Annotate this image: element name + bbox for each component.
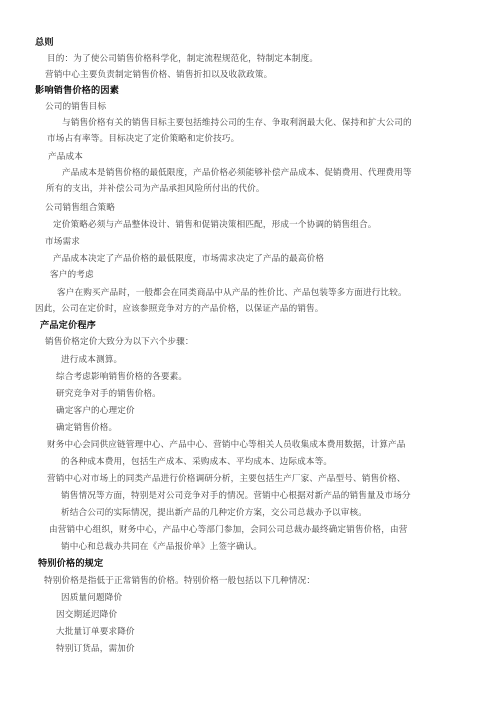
paragraph-line: 销售价格定价大致分为以下六个步骤： <box>45 337 194 347</box>
paragraph-line: 因此，公司在定价时，应该参照竞争对方的产品价格，以保证产品的销售。 <box>35 304 324 314</box>
paragraph-line: 销售情况等方面，特别是对公司竞争对手的情况。营销中心根据对新产品的销售量及市场分 <box>61 491 411 501</box>
step-item: 研究竞争对手的销售价格。 <box>56 389 161 399</box>
section-heading-general: 总则 <box>35 37 54 48</box>
paragraph-line: 产品成本决定了产品价格的最低限度，市场需求决定了产品的最高价格 <box>53 254 325 264</box>
step-item: 综合考虑影响销售价格的各要素。 <box>56 372 188 382</box>
paragraph-line: 的各种成本费用，包括生产成本、采购成本、平均成本、边际成本等。 <box>61 457 333 467</box>
paragraph-line: 客户在购买产品时，一般都会在同类商品中从产品的性价比、产品包装等多方面进行比较。 <box>57 288 407 298</box>
paragraph-line: 产品成本是销售价格的最低限度，产品价格必须能够补偿产品成本、促销费用、代理费用等 <box>62 168 412 178</box>
paragraph-line: 市场占有率等。目标决定了定价策略和定价技巧。 <box>47 134 240 144</box>
paragraph-line: 营销中心对市场上的同类产品进行价格调研分析，主要包括生产厂家、产品型号、销售价格、 <box>47 474 406 484</box>
step-item: 确定客户的心理定价 <box>56 406 135 416</box>
list-item: 特别订货品，需加价 <box>56 644 135 654</box>
section-heading-factors: 影响销售价格的因素 <box>35 85 120 96</box>
section-heading-special-price: 特别价格的规定 <box>38 558 104 569</box>
subheading-line: 产品成本 <box>48 152 83 162</box>
subheading-line: 公司销售组合策略 <box>45 203 115 213</box>
paragraph-line: 特别价格是指低于正常销售的价格。特别价格一般包括以下几种情况： <box>44 576 316 586</box>
paragraph-line: 销中心和总裁办共同在《产品报价单》上签字确认。 <box>61 542 263 552</box>
list-item: 因质量问题降价 <box>61 593 123 603</box>
subheading-line: 客户的考虑 <box>50 270 94 280</box>
subheading-line: 公司的销售目标 <box>45 102 107 112</box>
paragraph-line: 财务中心会同供应链管理中心、产品中心、营销中心等相关人员收集成本费用数据，计算产品 <box>47 440 406 450</box>
step-item: 确定销售价格。 <box>56 423 118 433</box>
step-item: 进行成本测算。 <box>61 355 123 365</box>
subheading-line: 市场需求 <box>45 237 80 247</box>
paragraph-line: 析结合公司的实际情况，提出新产品的几种定价方案，交公司总裁办予以审核。 <box>61 508 368 518</box>
paragraph-line: 所有的支出，并补偿公司为产品承担风险所付出的代价。 <box>46 184 265 194</box>
paragraph-line: 与销售价格有关的销售目标主要包括维持公司的生存、争取利润最大化、保持和扩大公司的 <box>62 118 412 128</box>
list-item: 大批量订单要求降价 <box>56 627 135 637</box>
paragraph-line: 由营销中心组织，财务中心，产品中心等部门参加，会同公司总裁办最终确定销售价格，由营 <box>49 525 408 535</box>
paragraph-line: 定价策略必须与产品整体设计、销售和促销决策相匹配，形成一个协调的销售组合。 <box>53 220 377 230</box>
list-item: 因交期延迟降价 <box>56 610 118 620</box>
paragraph-line: 目的：为了使公司销售价格科学化，制定流程规范化，特制定本制度。 <box>47 54 319 64</box>
section-heading-pricing-procedure: 产品定价程序 <box>40 320 97 331</box>
paragraph-line: 营销中心主要负责制定销售价格、销售折扣以及收款政策。 <box>45 70 273 80</box>
